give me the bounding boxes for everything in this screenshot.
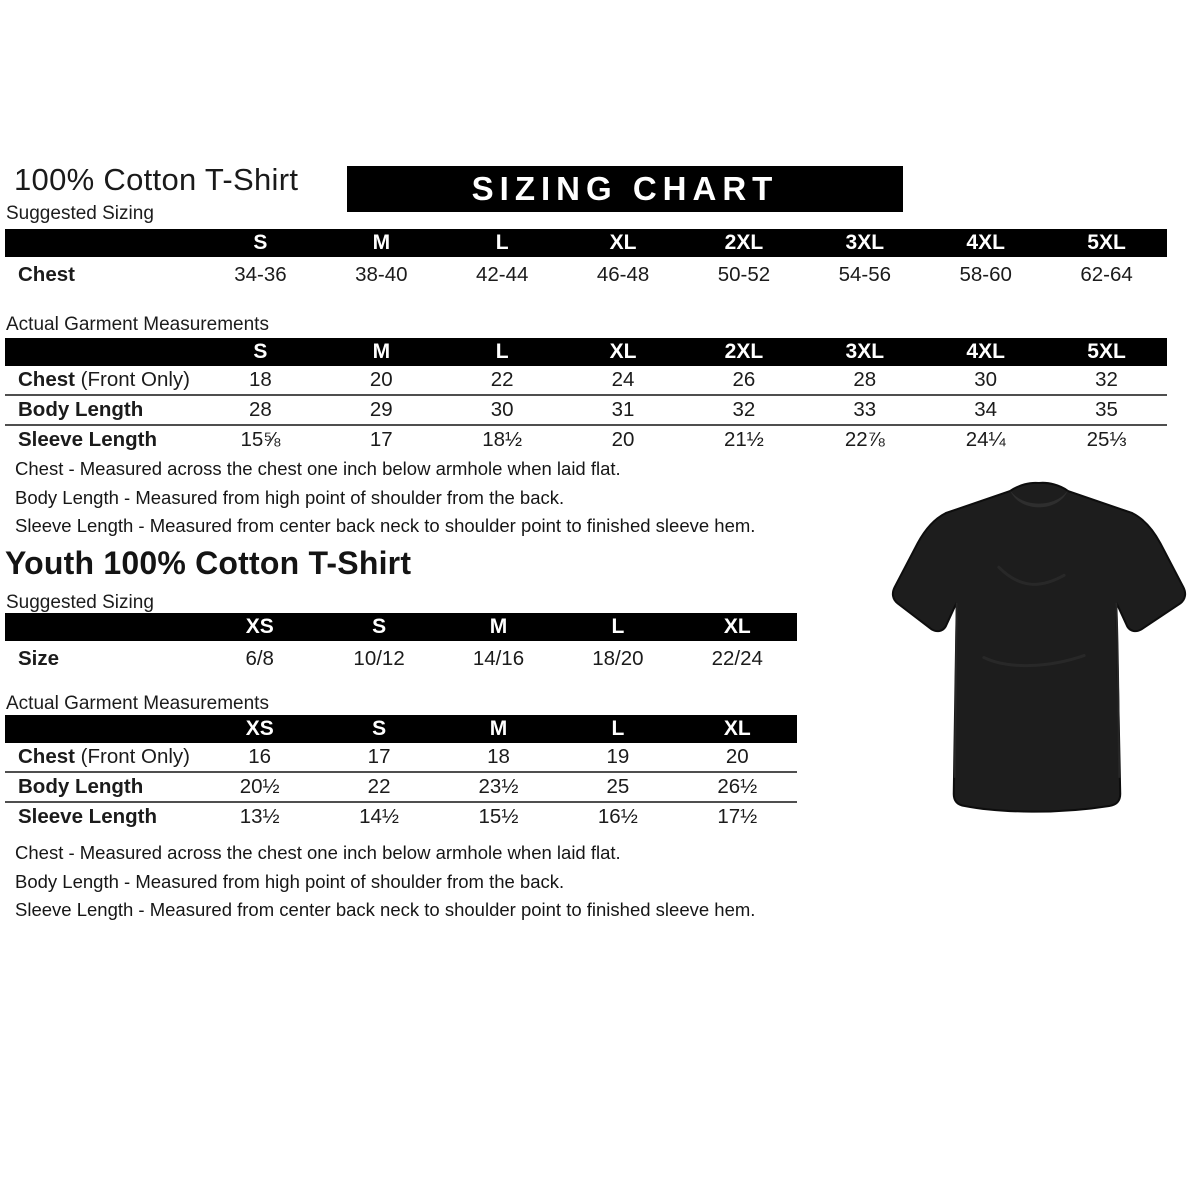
size-cell: 31: [563, 395, 684, 425]
size-cell: 25⅓: [1086, 428, 1127, 451]
col-header: M: [439, 715, 558, 743]
size-cell: 50-52: [717, 262, 771, 286]
chest-row: [5, 257, 1167, 292]
col-header: L: [558, 613, 677, 641]
adult-suggested-sizing-table: [5, 229, 1167, 292]
size-cell: 17: [319, 743, 438, 772]
sizing-chart-banner: [347, 166, 903, 212]
size-cell: 16½: [597, 805, 638, 828]
youth-measurement-notes: [15, 839, 755, 925]
adult-suggested-sizing-label: Suggested Sizing: [6, 203, 154, 224]
size-cell: 16: [200, 743, 319, 772]
banner-text: SIZING CHART: [471, 170, 779, 207]
size-cell: 14½: [359, 805, 400, 828]
size-cell: 18: [439, 743, 558, 772]
row-label: Sleeve Length: [18, 805, 157, 828]
row-label-bold: Chest: [18, 368, 75, 391]
size-cell: 17: [369, 428, 393, 451]
size-cell: 22/24: [711, 646, 763, 670]
size-cell: 22⅞: [844, 428, 885, 451]
col-header: M: [321, 229, 442, 257]
col-header: XS: [200, 715, 319, 743]
size-cell: 58-60: [959, 262, 1012, 286]
size-cell: 30: [925, 366, 1046, 395]
size-cell: 28: [804, 366, 925, 395]
size-cell: 18½: [482, 428, 523, 451]
row-label-suffix: (Front Only): [74, 745, 191, 768]
adult-actual-measurements-table: [5, 338, 1167, 454]
size-cell: 26½: [678, 772, 797, 802]
row-label: Body Length: [5, 772, 200, 802]
size-cell: 18: [200, 366, 321, 395]
col-header: S: [200, 338, 321, 366]
tshirt-product-image: [888, 477, 1190, 815]
note-chest: Chest - Measured across the chest one inch below armhole when laid flat.: [15, 842, 621, 863]
body-length-row: [5, 772, 797, 802]
body-length-row: [5, 395, 1167, 425]
col-header: L: [442, 338, 563, 366]
size-cell: 62-64: [1080, 262, 1133, 286]
youth-section-title: Youth 100% Cotton T-Shirt: [5, 545, 412, 581]
col-header: L: [558, 715, 677, 743]
row-label-bold: Chest: [18, 745, 75, 768]
chest-row: [5, 366, 1167, 395]
header-row: [5, 715, 797, 743]
note-sleeve-length: Sleeve Length - Measured from center back neck to shoulder point to finished sleeve hem.: [15, 515, 756, 536]
col-header: 3XL: [804, 338, 925, 366]
size-cell: 42-44: [475, 262, 529, 286]
adult-actual-measurements-label: Actual Garment Measurements: [6, 314, 269, 335]
header-row: [5, 338, 1167, 366]
page-title: 100% Cotton T-Shirt: [14, 162, 299, 197]
col-header: 4XL: [925, 229, 1046, 257]
row-label: Sleeve Length: [18, 428, 157, 451]
adult-measurement-notes: [15, 455, 755, 541]
header-row: [5, 613, 797, 641]
note-chest: Chest - Measured across the chest one inch below armhole when laid flat.: [15, 458, 621, 479]
size-cell: 15⅝: [240, 428, 281, 451]
header-row: [5, 229, 1167, 257]
size-cell: 29: [321, 395, 442, 425]
size-cell: 24: [563, 366, 684, 395]
col-header: XL: [563, 229, 684, 257]
size-cell: 18/20: [592, 646, 644, 670]
size-cell: 20: [611, 428, 635, 451]
size-cell: 30: [442, 395, 563, 425]
col-header: M: [321, 338, 442, 366]
youth-actual-measurements-label: Actual Garment Measurements: [6, 693, 269, 714]
note-body-length: Body Length - Measured from high point of shoulder from the back.: [15, 870, 565, 892]
col-header: M: [439, 613, 558, 641]
size-cell: 20½: [200, 772, 319, 802]
size-cell: 20: [678, 743, 797, 772]
size-cell: 32: [684, 395, 805, 425]
size-cell: 38-40: [355, 262, 408, 286]
size-cell: 6/8: [245, 646, 274, 670]
size-cell: 33: [804, 395, 925, 425]
size-cell: 22: [319, 772, 438, 802]
size-cell: 21½: [723, 428, 764, 451]
youth-suggested-sizing-table: [5, 613, 797, 676]
size-cell: 24¼: [965, 428, 1006, 451]
row-label: Chest: [18, 262, 75, 286]
col-header: 5XL: [1046, 229, 1167, 257]
size-cell: 25: [558, 772, 677, 802]
row-label: Body Length: [5, 395, 200, 425]
size-cell: 13½: [239, 805, 280, 828]
size-cell: 17½: [717, 805, 758, 828]
size-cell: 26: [684, 366, 805, 395]
size-cell: 28: [200, 395, 321, 425]
size-cell: 54-56: [838, 262, 892, 286]
sleeve-length-row: [5, 425, 1167, 454]
corner-cell: [5, 338, 200, 366]
size-cell: 20: [321, 366, 442, 395]
corner-cell: [5, 613, 200, 641]
row-label: [5, 743, 200, 772]
youth-actual-measurements-table: [5, 715, 797, 831]
corner-cell: [5, 715, 200, 743]
col-header: S: [319, 613, 438, 641]
tshirt-body-shape: [893, 483, 1185, 812]
sleeve-length-row: [5, 802, 797, 831]
size-cell: 35: [1046, 395, 1167, 425]
row-label: Size: [18, 646, 60, 670]
corner-cell: [5, 229, 200, 257]
size-cell: 15½: [478, 805, 519, 828]
size-cell: 23½: [439, 772, 558, 802]
col-header: XL: [678, 715, 797, 743]
note-sleeve-length: Sleeve Length - Measured from center back neck to shoulder point to finished sleeve hem.: [15, 899, 756, 920]
col-header: XS: [200, 613, 319, 641]
col-header: XL: [563, 338, 684, 366]
size-cell: 19: [558, 743, 677, 772]
col-header: 2XL: [684, 338, 805, 366]
tshirt-silhouette-graphic: [888, 477, 1190, 815]
size-cell: 14/16: [472, 646, 525, 670]
size-cell: 34: [925, 395, 1046, 425]
col-header: S: [200, 229, 321, 257]
size-cell: 10/12: [353, 646, 405, 670]
chest-row: [5, 743, 797, 772]
size-cell: 46-48: [596, 262, 650, 286]
size-cell: 22: [442, 366, 563, 395]
col-header: L: [442, 229, 563, 257]
youth-suggested-sizing-label: Suggested Sizing: [6, 592, 154, 613]
col-header: XL: [678, 613, 797, 641]
col-header: 2XL: [684, 229, 805, 257]
row-label-suffix: (Front Only): [74, 368, 191, 391]
col-header: S: [319, 715, 438, 743]
col-header: 5XL: [1046, 338, 1167, 366]
col-header: 3XL: [804, 229, 925, 257]
size-cell: 32: [1046, 366, 1167, 395]
size-cell: 34-36: [234, 262, 287, 286]
note-body-length: Body Length - Measured from high point of shoulder from the back.: [15, 486, 565, 508]
col-header: 4XL: [925, 338, 1046, 366]
size-row: [5, 641, 797, 676]
row-label: [5, 366, 200, 395]
